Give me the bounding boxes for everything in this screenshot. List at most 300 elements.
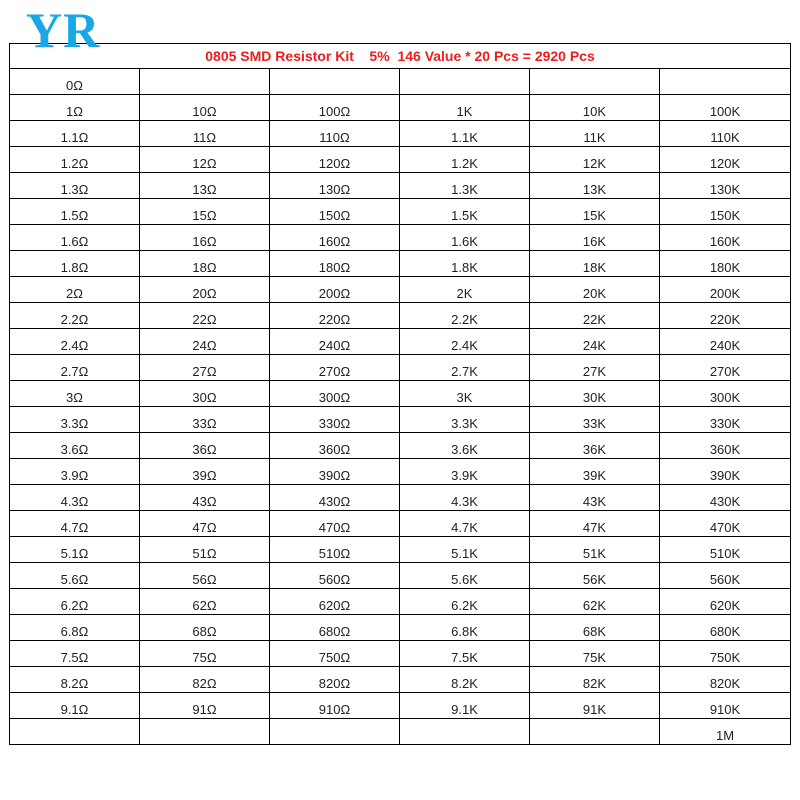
- resistor-value: 100Ω: [318, 104, 351, 119]
- value-cell: [270, 563, 400, 589]
- resistor-value: 160Ω: [318, 234, 351, 249]
- value-cell: [400, 225, 530, 251]
- resistor-value: 430K: [709, 494, 741, 509]
- table-row: [10, 537, 791, 563]
- resistor-value: 2.2Ω: [60, 312, 89, 327]
- value-cell: [660, 589, 791, 615]
- resistor-value: 39Ω: [192, 468, 217, 483]
- value-cell: [400, 511, 530, 537]
- resistor-value: 110K: [710, 130, 740, 145]
- resistor-value: 36K: [582, 442, 607, 457]
- value-cell: [10, 121, 140, 147]
- value-cell: [10, 173, 140, 199]
- value-cell: [270, 459, 400, 485]
- value-cell: [140, 407, 270, 433]
- table-row: [10, 329, 791, 355]
- resistor-value: 43Ω: [192, 494, 217, 509]
- resistor-value-table: [9, 43, 791, 745]
- value-cell: [530, 667, 660, 693]
- table-row: [10, 303, 791, 329]
- value-cell: [10, 199, 140, 225]
- value-cell: [530, 251, 660, 277]
- value-cell: [270, 511, 400, 537]
- value-cell: [660, 121, 791, 147]
- resistor-value: 750Ω: [318, 650, 351, 665]
- value-cell: [400, 147, 530, 173]
- value-cell: [140, 667, 270, 693]
- value-cell: [10, 69, 140, 95]
- value-cell: [400, 69, 530, 95]
- resistor-value: 390Ω: [318, 468, 351, 483]
- resistor-value: 62K: [582, 598, 607, 613]
- table-row: [10, 381, 791, 407]
- resistor-value: 4.3Ω: [60, 494, 89, 509]
- resistor-value: 68Ω: [192, 624, 217, 639]
- value-cell: [660, 537, 791, 563]
- value-cell: [140, 485, 270, 511]
- table-row: [10, 667, 791, 693]
- resistor-value: 510Ω: [318, 546, 351, 561]
- value-cell: [400, 641, 530, 667]
- value-cell: [10, 459, 140, 485]
- value-cell: [10, 641, 140, 667]
- resistor-value: 360K: [709, 442, 741, 457]
- resistor-value: 12K: [582, 156, 607, 171]
- resistor-value: 390K: [709, 468, 741, 483]
- resistor-value: 100K: [709, 104, 741, 119]
- value-cell: [530, 121, 660, 147]
- value-cell: [10, 147, 140, 173]
- resistor-value: 6.8K: [451, 624, 478, 639]
- table-row: [10, 147, 791, 173]
- table-row: [10, 251, 791, 277]
- resistor-value: 43K: [582, 494, 607, 509]
- resistor-value: 300K: [709, 390, 741, 405]
- resistor-value: 2.4K: [451, 338, 478, 353]
- value-cell: [660, 433, 791, 459]
- value-cell: [270, 407, 400, 433]
- resistor-value: 13K: [582, 182, 607, 197]
- resistor-value: 1K: [456, 104, 473, 119]
- resistor-value: 620K: [709, 598, 741, 613]
- resistor-value: 1.2K: [451, 156, 478, 171]
- value-cell: [660, 615, 791, 641]
- value-cell: [140, 329, 270, 355]
- value-cell: [530, 719, 660, 745]
- resistor-value: 18K: [582, 260, 607, 275]
- value-cell: [400, 485, 530, 511]
- resistor-value: 1.6K: [451, 234, 478, 249]
- value-cell: [140, 719, 270, 745]
- resistor-value: 91K: [582, 702, 607, 717]
- value-cell: [530, 407, 660, 433]
- table-row: [10, 407, 791, 433]
- resistor-value: 750K: [709, 650, 741, 665]
- value-cell: [660, 355, 791, 381]
- resistor-value: 30Ω: [192, 390, 217, 405]
- resistor-value: 91Ω: [192, 702, 217, 717]
- resistor-value: 300Ω: [318, 390, 351, 405]
- value-cell: [530, 511, 660, 537]
- title-row: [10, 44, 791, 69]
- value-cell: [10, 381, 140, 407]
- resistor-value: 560K: [709, 572, 741, 587]
- resistor-value: 1.8Ω: [60, 260, 89, 275]
- resistor-value: 2.2K: [451, 312, 478, 327]
- value-cell: [400, 433, 530, 459]
- value-cell: [10, 537, 140, 563]
- resistor-value: 7.5K: [451, 650, 478, 665]
- resistor-value: 130K: [709, 182, 741, 197]
- value-cell: [270, 433, 400, 459]
- resistor-value: 330Ω: [318, 416, 351, 431]
- resistor-value: 33K: [582, 416, 607, 431]
- value-cell: [400, 355, 530, 381]
- resistor-value: 3.3K: [451, 416, 478, 431]
- value-cell: [10, 485, 140, 511]
- resistor-value: 680K: [709, 624, 741, 639]
- resistor-value: 16Ω: [192, 234, 217, 249]
- value-cell: [530, 381, 660, 407]
- value-cell: [270, 225, 400, 251]
- value-cell: [660, 173, 791, 199]
- value-cell: [270, 147, 400, 173]
- value-cell: [270, 485, 400, 511]
- resistor-value: 2K: [456, 286, 473, 301]
- value-cell: [400, 667, 530, 693]
- resistor-value: 820K: [709, 676, 741, 691]
- value-cell: [400, 537, 530, 563]
- resistor-value: 470Ω: [318, 520, 351, 535]
- resistor-value: 62Ω: [192, 598, 217, 613]
- resistor-value: 360Ω: [318, 442, 351, 457]
- table-row: [10, 641, 791, 667]
- resistor-value: 15Ω: [192, 208, 217, 223]
- value-cell: [270, 277, 400, 303]
- resistor-value: 11Ω: [192, 130, 217, 145]
- value-cell: [140, 537, 270, 563]
- resistor-value: 160K: [709, 234, 741, 249]
- value-cell: [10, 615, 140, 641]
- value-cell: [400, 407, 530, 433]
- value-cell: [660, 95, 791, 121]
- value-cell: [660, 407, 791, 433]
- resistor-value: 2.7K: [451, 364, 478, 379]
- resistor-value: 110Ω: [319, 130, 350, 145]
- value-cell: [660, 199, 791, 225]
- resistor-value: 3.6Ω: [60, 442, 89, 457]
- resistor-value: 51K: [582, 546, 607, 561]
- resistor-value: 82Ω: [192, 676, 217, 691]
- value-cell: [10, 95, 140, 121]
- value-cell: [140, 693, 270, 719]
- value-cell: [10, 251, 140, 277]
- value-cell: [400, 173, 530, 199]
- resistor-value: 4.3K: [451, 494, 478, 509]
- value-cell: [530, 147, 660, 173]
- table-row: [10, 719, 791, 745]
- resistor-value: 12Ω: [192, 156, 217, 171]
- table-row: [10, 459, 791, 485]
- resistor-value: 180Ω: [318, 260, 351, 275]
- value-cell: [400, 121, 530, 147]
- table-title: 0805 SMD Resistor Kit 5% 146 Value * 20 Pcs = 2920 Pcs: [10, 44, 791, 69]
- value-cell: [530, 433, 660, 459]
- resistor-value: 5.1K: [451, 546, 478, 561]
- value-cell: [140, 147, 270, 173]
- value-cell: [660, 693, 791, 719]
- value-cell: [660, 641, 791, 667]
- value-cell: [660, 69, 791, 95]
- value-cell: [270, 69, 400, 95]
- resistor-value: 10Ω: [192, 104, 217, 119]
- value-cell: [270, 329, 400, 355]
- value-cell: [400, 303, 530, 329]
- resistor-value: 51Ω: [192, 546, 217, 561]
- resistor-value: 16K: [582, 234, 607, 249]
- value-cell: [660, 459, 791, 485]
- value-cell: [140, 95, 270, 121]
- resistor-value: 150Ω: [318, 208, 351, 223]
- value-cell: [270, 589, 400, 615]
- value-cell: [270, 121, 400, 147]
- value-cell: [140, 69, 270, 95]
- table-row: [10, 615, 791, 641]
- resistor-value: 1.5K: [451, 208, 478, 223]
- resistor-value: 75K: [582, 650, 607, 665]
- value-cell: [270, 381, 400, 407]
- value-cell: [530, 615, 660, 641]
- value-cell: [10, 589, 140, 615]
- value-cell: [530, 69, 660, 95]
- value-cell: [270, 173, 400, 199]
- value-cell: [400, 459, 530, 485]
- value-cell: [530, 485, 660, 511]
- resistor-value: 510K: [709, 546, 741, 561]
- resistor-value: 4.7Ω: [60, 520, 89, 535]
- resistor-value: 24K: [582, 338, 607, 353]
- value-cell: [400, 277, 530, 303]
- value-cell: [530, 277, 660, 303]
- value-cell: [660, 329, 791, 355]
- value-cell: [140, 589, 270, 615]
- resistor-value: 75Ω: [192, 650, 217, 665]
- table-row: [10, 69, 791, 95]
- value-cell: [270, 537, 400, 563]
- value-cell: [270, 641, 400, 667]
- resistor-value: 1.2Ω: [60, 156, 89, 171]
- resistor-value: 13Ω: [192, 182, 217, 197]
- value-cell: [140, 641, 270, 667]
- resistor-value: 20K: [582, 286, 607, 301]
- resistor-value: 8.2K: [451, 676, 478, 691]
- resistor-value: 820Ω: [318, 676, 351, 691]
- resistor-value: 9.1Ω: [60, 702, 89, 717]
- resistor-value: 200K: [709, 286, 741, 301]
- resistor-value: 4.7K: [451, 520, 478, 535]
- resistor-value: 27Ω: [192, 364, 217, 379]
- value-cell: [10, 693, 140, 719]
- resistor-value: 39K: [582, 468, 607, 483]
- value-cell: [270, 251, 400, 277]
- value-cell: [660, 251, 791, 277]
- value-cell: [270, 719, 400, 745]
- value-cell: [140, 355, 270, 381]
- resistor-value: 120Ω: [318, 156, 351, 171]
- resistor-value: 56K: [582, 572, 607, 587]
- table-row: [10, 589, 791, 615]
- value-cell: [400, 329, 530, 355]
- value-cell: [400, 719, 530, 745]
- value-cell: [10, 511, 140, 537]
- value-cell: [270, 303, 400, 329]
- value-cell: [660, 667, 791, 693]
- resistor-value: 22Ω: [192, 312, 217, 327]
- value-cell: [270, 95, 400, 121]
- resistor-value: 47Ω: [192, 520, 217, 535]
- value-cell: [10, 225, 140, 251]
- resistor-value: 2.4Ω: [60, 338, 89, 353]
- table-row: [10, 433, 791, 459]
- value-cell: [10, 433, 140, 459]
- resistor-value: 3.6K: [451, 442, 478, 457]
- table-row: [10, 95, 791, 121]
- value-cell: [530, 563, 660, 589]
- resistor-value: 220K: [709, 312, 741, 327]
- value-cell: [530, 355, 660, 381]
- resistor-value: 680Ω: [318, 624, 351, 639]
- value-cell: [660, 511, 791, 537]
- resistor-value: 36Ω: [192, 442, 217, 457]
- resistor-value: 470K: [709, 520, 741, 535]
- resistor-value: 47K: [582, 520, 607, 535]
- value-cell: [140, 199, 270, 225]
- resistor-value: 27K: [582, 364, 607, 379]
- resistor-value: 82K: [582, 676, 607, 691]
- resistor-value: 7.5Ω: [60, 650, 89, 665]
- value-cell: [10, 719, 140, 745]
- resistor-value: 200Ω: [318, 286, 351, 301]
- value-cell: [530, 95, 660, 121]
- value-cell: [530, 329, 660, 355]
- resistor-value: 1.5Ω: [60, 208, 89, 223]
- resistor-value: 6.2Ω: [60, 598, 89, 613]
- resistor-value: 1.1Ω: [60, 130, 89, 145]
- resistor-value: 24Ω: [192, 338, 217, 353]
- value-cell: [660, 563, 791, 589]
- resistor-value: 1M: [715, 728, 735, 743]
- value-cell: [140, 121, 270, 147]
- resistor-value: 68K: [582, 624, 607, 639]
- value-cell: [530, 459, 660, 485]
- value-cell: [400, 381, 530, 407]
- resistor-value: 11K: [583, 130, 606, 145]
- resistor-value: 5.1Ω: [60, 546, 89, 561]
- value-cell: [660, 277, 791, 303]
- resistor-value: 3K: [456, 390, 473, 405]
- value-cell: [10, 277, 140, 303]
- resistor-value: 3.9K: [451, 468, 478, 483]
- resistor-value: 5.6Ω: [60, 572, 89, 587]
- resistor-value: 3.3Ω: [60, 416, 89, 431]
- value-cell: [530, 199, 660, 225]
- value-cell: [400, 199, 530, 225]
- value-cell: [400, 563, 530, 589]
- table-row: [10, 563, 791, 589]
- value-cell: [10, 407, 140, 433]
- resistor-value: 3Ω: [66, 390, 83, 405]
- resistor-value: 5.6K: [451, 572, 478, 587]
- resistor-value: 240K: [709, 338, 741, 353]
- resistor-value: 20Ω: [192, 286, 217, 301]
- value-cell: [270, 355, 400, 381]
- resistor-value: 120K: [709, 156, 741, 171]
- value-cell: [140, 563, 270, 589]
- value-cell: [530, 693, 660, 719]
- resistor-value: 220Ω: [318, 312, 351, 327]
- value-cell: [400, 615, 530, 641]
- table-row: [10, 355, 791, 381]
- resistor-value: 18Ω: [192, 260, 217, 275]
- resistor-value: 8.2Ω: [60, 676, 89, 691]
- table-row: [10, 511, 791, 537]
- value-cell: [660, 485, 791, 511]
- value-cell: [140, 277, 270, 303]
- resistor-value: 150K: [709, 208, 741, 223]
- resistor-value: 180K: [709, 260, 741, 275]
- resistor-value: 2Ω: [66, 286, 83, 301]
- resistor-value: 560Ω: [318, 572, 351, 587]
- value-cell: [530, 641, 660, 667]
- resistor-value: 30K: [582, 390, 607, 405]
- value-cell: [140, 225, 270, 251]
- value-cell: [10, 329, 140, 355]
- resistor-value: 910Ω: [318, 702, 351, 717]
- resistor-value: 3.9Ω: [60, 468, 89, 483]
- table-row: [10, 277, 791, 303]
- value-cell: [10, 303, 140, 329]
- table-row: [10, 121, 791, 147]
- table-row: [10, 485, 791, 511]
- resistor-value: 330K: [709, 416, 741, 431]
- value-cell: [140, 251, 270, 277]
- value-cell: [140, 459, 270, 485]
- resistor-value: 620Ω: [318, 598, 351, 613]
- value-cell: [660, 303, 791, 329]
- resistor-value: 1Ω: [66, 104, 83, 119]
- table-row: [10, 693, 791, 719]
- value-cell: [400, 251, 530, 277]
- resistor-value: 2.7Ω: [60, 364, 89, 379]
- resistor-value: 15K: [582, 208, 607, 223]
- value-cell: [400, 693, 530, 719]
- value-cell: [10, 563, 140, 589]
- resistor-value: 430Ω: [318, 494, 351, 509]
- value-cell: [530, 225, 660, 251]
- table-row: [10, 199, 791, 225]
- value-cell: [140, 303, 270, 329]
- value-cell: [400, 589, 530, 615]
- value-cell: [140, 433, 270, 459]
- resistor-value: 130Ω: [318, 182, 351, 197]
- resistor-value: 910K: [709, 702, 741, 717]
- resistor-value: 270Ω: [318, 364, 351, 379]
- value-cell: [400, 95, 530, 121]
- value-cell: [530, 589, 660, 615]
- value-cell: [10, 355, 140, 381]
- resistor-value: 240Ω: [318, 338, 351, 353]
- table-row: [10, 225, 791, 251]
